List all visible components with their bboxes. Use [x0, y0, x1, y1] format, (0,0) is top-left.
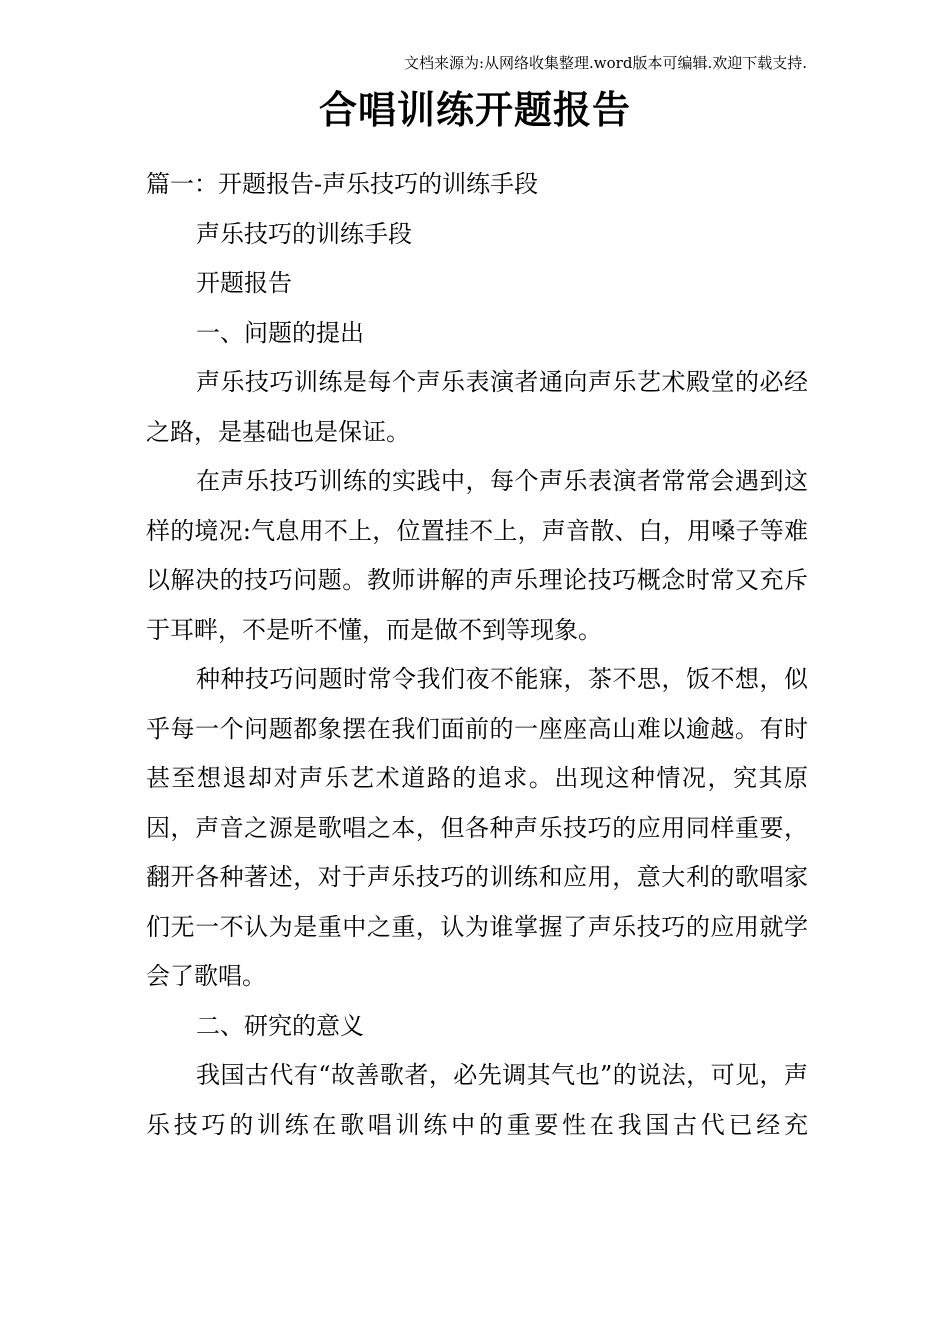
subtitle: 声乐技巧的训练手段 — [196, 219, 412, 248]
section-heading: 二、研究的意义 — [196, 1011, 364, 1040]
body-paragraph: 声乐技巧训练是每个声乐表演者通向声乐艺术殿堂的必经之路，是基础也是保证。 — [146, 368, 808, 446]
section-heading: 篇一：开题报告-声乐技巧的训练手段 — [146, 170, 539, 198]
source-note: 文档来源为:从网络收集整理.word版本可编辑.欢迎下载支持. — [403, 54, 807, 72]
body-paragraph: 我国古代有“故善歌者，必先调其气也”的说法，可见，声乐技巧的训练在歌唱训练中的重要性在我国古代已经充 — [146, 1061, 808, 1139]
body-paragraph: 种种技巧问题时常令我们夜不能寐，茶不思，饭不想，似乎每一个问题都象摆在我们面前的一座座高山难以逾越。有时甚至想退却对声乐艺术道路的追求。出现这种情况，究其原因，声音之源是歌唱之本，但各种声乐技巧的应用同样重要，翻开各种著述，对于声乐技巧的训练和应用，意大利的歌唱家们无一不认为是重中之重，认为谁掌握了声乐技巧的应用就学会了歌唱。 — [146, 665, 808, 990]
document-body — [146, 160, 808, 1150]
subtitle: 开题报告 — [196, 269, 292, 297]
document-title: 合唱训练开题报告 — [318, 87, 631, 132]
section-heading: 一、问题的提出 — [196, 318, 364, 347]
body-paragraph: 在声乐技巧训练的实践中，每个声乐表演者常常会遇到这样的境况:气息用不上，位置挂不上，声音散、白，用嗓子等难以解决的技巧问题。教师讲解的声乐理论技巧概念时常又充斥于耳畔，不是听不懂，而是做不到等现象。 — [146, 467, 808, 644]
